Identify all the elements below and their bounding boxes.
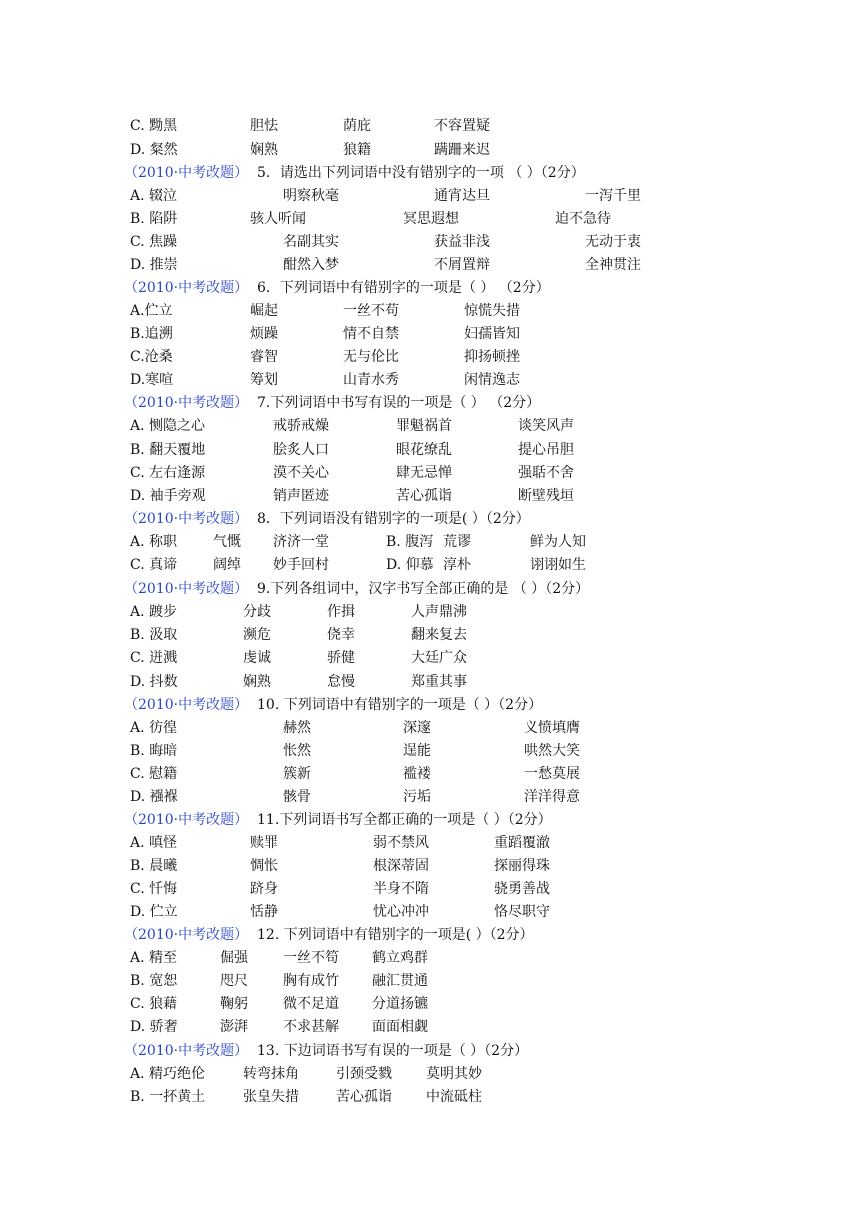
- option-word: 深邃: [403, 720, 431, 736]
- option-word: 迫不急待: [555, 211, 611, 227]
- option-word: 不屑置辩: [434, 257, 490, 273]
- option-label-word: B.追溯: [130, 326, 173, 342]
- option-word: 娴熟: [250, 142, 278, 158]
- option-word: 跻身: [250, 881, 278, 897]
- question-source-tag: （2010·中考改题）: [124, 812, 249, 828]
- option-word: 面面相觑: [372, 1019, 428, 1035]
- option-label-word: C. 真谛: [130, 557, 178, 573]
- option-word: 翻来复去: [411, 627, 467, 643]
- question-source-tag: （2010·中考改题）: [124, 927, 249, 943]
- option-word: 怠慢: [327, 674, 355, 690]
- option-word: 荒谬: [443, 534, 471, 550]
- option-label-word: B. 宽恕: [130, 973, 178, 989]
- option-word: 提心吊胆: [518, 442, 574, 458]
- option-word: 筹划: [250, 372, 278, 388]
- option-word: 酣然入梦: [283, 257, 339, 273]
- option-word: 冥思遐想: [403, 211, 459, 227]
- option-word: 忧心冲冲: [373, 904, 429, 920]
- option-word: 怅然: [283, 743, 311, 759]
- question-source-tag: （2010·中考改题）: [124, 280, 249, 296]
- question-stem: 12. 下列词语中有错别字的一项是( ）（2分）: [257, 927, 534, 943]
- option-word: 一丝不笱: [283, 950, 339, 966]
- question-source-tag: （2010·中考改题）: [124, 581, 249, 597]
- option-word: 诩诩如生: [530, 557, 586, 573]
- option-word: 济济一堂: [273, 534, 329, 550]
- option-word: 赎罪: [250, 835, 278, 851]
- option-word: 郑重其事: [411, 674, 467, 690]
- option-word: 半身不隋: [373, 881, 429, 897]
- option-label-word: B. 陷阱: [130, 211, 178, 227]
- option-word: 脍炙人口: [273, 442, 329, 458]
- option-word: 恪尽职守: [494, 904, 550, 920]
- option-word: 中流砥柱: [426, 1089, 482, 1105]
- option-word: 哄然大笑: [524, 743, 580, 759]
- question-source-tag: （2010·中考改题）: [124, 697, 249, 713]
- option-word: 强聒不舍: [518, 465, 574, 481]
- option-word: 明察秋毫: [283, 188, 339, 204]
- option-word: 肆无忌惮: [396, 465, 452, 481]
- option-word: 骸骨: [283, 789, 311, 805]
- option-label-word: D.寒喧: [130, 372, 174, 388]
- option-word: 弱不禁风: [373, 835, 429, 851]
- option-word: 获益非浅: [434, 234, 490, 250]
- option-word: 侥幸: [327, 627, 355, 643]
- option-word: 漠不关心: [273, 465, 329, 481]
- question-stem: 5．请选出下列词语中没有错别字的一项 （ ）（2分）: [257, 165, 585, 181]
- question-source-tag: （2010·中考改题）: [124, 511, 249, 527]
- option-word: 张皇失措: [243, 1089, 299, 1105]
- option-label-word: A. 精至: [130, 950, 178, 966]
- option-word: 无与伦比: [343, 349, 399, 365]
- option-word: 引颈受戮: [336, 1066, 392, 1082]
- option-word: 鹤立鸡群: [372, 950, 428, 966]
- option-word: 逞能: [403, 743, 431, 759]
- option-label-word: C. 忏悔: [130, 881, 178, 897]
- option-word: 一愁莫展: [524, 766, 580, 782]
- option-word: 狼籍: [343, 142, 371, 158]
- option-word: 赫然: [283, 720, 311, 736]
- option-word: 骁勇善战: [494, 881, 550, 897]
- option-word: 抑扬顿挫: [464, 349, 520, 365]
- option-label-word: D. 抖数: [130, 674, 178, 690]
- option-word: 气慨: [213, 534, 241, 550]
- option-word: 大廷广众: [411, 650, 467, 666]
- option-label-word: D. 襁褓: [130, 789, 178, 805]
- option-word: 烦躁: [250, 326, 278, 342]
- option-label-word: D. 推崇: [130, 257, 178, 273]
- option-word: 胸有成竹: [283, 973, 339, 989]
- option-word: 阔绰: [213, 557, 241, 573]
- option-word: 融汇贯通: [372, 973, 428, 989]
- question-stem: 8．下列词语没有错别字的一项是( ）（2分）: [257, 511, 530, 527]
- option-word: 濒危: [243, 627, 271, 643]
- option-word: 戒骄戒燥: [273, 418, 329, 434]
- option-label-word: A. 恻隐之心: [130, 418, 206, 434]
- option-word: 探丽得珠: [494, 858, 550, 874]
- option-word: 山青水秀: [343, 372, 399, 388]
- option-word: 闲情逸志: [464, 372, 520, 388]
- option-word: 作揖: [327, 604, 355, 620]
- option-word: 洋洋得意: [524, 789, 580, 805]
- option-word: 苦心孤诣: [336, 1089, 392, 1105]
- option-label-word: A. 彷徨: [130, 720, 178, 736]
- option-word: 莫明其妙: [426, 1066, 482, 1082]
- option-label-word: D. 袖手旁观: [130, 488, 206, 504]
- option-word: 根深蒂固: [373, 858, 429, 874]
- option-word: 微不足道: [283, 996, 339, 1012]
- option-word: 情不自禁: [343, 326, 399, 342]
- option-word: D. 仰慕: [386, 557, 434, 573]
- option-word: B. 腹泻: [386, 534, 434, 550]
- option-word: 分歧: [243, 604, 271, 620]
- option-word: 一丝不苟: [343, 303, 399, 319]
- option-word: 倔强: [220, 950, 248, 966]
- option-word: 蹒跚来迟: [434, 142, 490, 158]
- option-word: 污垢: [403, 789, 431, 805]
- option-label-word: C.沧桑: [130, 349, 173, 365]
- option-word: 转弯抹角: [243, 1066, 299, 1082]
- option-label-word: B. 汲取: [130, 627, 178, 643]
- option-label-word: C. 慰籍: [130, 766, 178, 782]
- question-stem: 7.下列词语中书写有误的一项是（ ） （2分）: [257, 395, 541, 411]
- option-word: 妇孺皆知: [464, 326, 520, 342]
- option-label-word: A. 踱步: [130, 604, 178, 620]
- option-word: 褴褛: [403, 766, 431, 782]
- option-word: 名副其实: [283, 234, 339, 250]
- question-stem: 9.下列各组词中，汉字书写全部正确的是 （ ）（2分）: [257, 581, 590, 597]
- option-word: 销声匿迹: [273, 488, 329, 504]
- option-word: 分道扬镳: [372, 996, 428, 1012]
- question-stem: 10. 下列词语中有错别字的一项是（ ）（2分）: [257, 697, 543, 713]
- question-stem: 11.下列词语书写全都正确的一项是（ ）（2分）: [257, 812, 552, 828]
- question-stem: 6．下列词语中有错别字的一项是（ ） （2分）: [257, 280, 550, 296]
- option-word: 义愤填膺: [524, 720, 580, 736]
- option-word: 娴熟: [243, 674, 271, 690]
- option-label-word: A. 辍泣: [130, 188, 178, 204]
- option-label-word: A.伫立: [130, 303, 173, 319]
- option-word: 不求甚解: [283, 1019, 339, 1035]
- option-label-word: C. 狼藉: [130, 996, 178, 1012]
- option-label-word: C. 焦躁: [130, 234, 178, 250]
- option-word: 惊慌失措: [464, 303, 520, 319]
- option-label-word: D. 粲然: [130, 142, 178, 158]
- option-word: 一泻千里: [585, 188, 641, 204]
- option-label-word: C. 迸溅: [130, 650, 178, 666]
- option-word: 罪魁祸首: [396, 418, 452, 434]
- option-word: 虔诚: [243, 650, 271, 666]
- option-word: 苦心孤诣: [396, 488, 452, 504]
- option-label-word: B. 晦暗: [130, 743, 178, 759]
- option-label-word: A. 称职: [130, 534, 178, 550]
- question-stem: 13. 下边词语书写有误的一项是（ ）（2分）: [257, 1043, 529, 1059]
- question-source-tag: （2010·中考改题）: [124, 395, 249, 411]
- option-label-word: B. 晨曦: [130, 858, 178, 874]
- option-word: 睿智: [250, 349, 278, 365]
- option-label-word: D. 骄奢: [130, 1019, 178, 1035]
- option-word: 通宵达旦: [434, 188, 490, 204]
- option-label-word: D. 伫立: [130, 904, 178, 920]
- option-word: 无动于衷: [585, 234, 641, 250]
- option-label-word: B. 翻天覆地: [130, 442, 206, 458]
- option-word: 崛起: [250, 303, 278, 319]
- option-word: 澎湃: [220, 1019, 248, 1035]
- option-word: 不容置疑: [434, 118, 490, 134]
- option-label-word: A. 嗔怪: [130, 835, 178, 851]
- option-word: 妙手回村: [273, 557, 329, 573]
- option-label-word: C. 黝黑: [130, 118, 178, 134]
- option-word: 鞠躬: [220, 996, 248, 1012]
- option-word: 骄健: [327, 650, 355, 666]
- option-word: 断壁残垣: [518, 488, 574, 504]
- option-word: 胆怯: [250, 118, 278, 134]
- question-source-tag: （2010·中考改题）: [124, 165, 249, 181]
- option-label-word: B. 一抔黄土: [130, 1089, 206, 1105]
- option-word: 人声鼎沸: [411, 604, 467, 620]
- option-word: 淳朴: [443, 557, 471, 573]
- option-word: 全神贯注: [585, 257, 641, 273]
- option-word: 谈笑风声: [518, 418, 574, 434]
- question-source-tag: （2010·中考改题）: [124, 1043, 249, 1059]
- option-label-word: A. 精巧绝伦: [130, 1066, 206, 1082]
- option-word: 骇人听闻: [250, 211, 306, 227]
- option-label-word: C. 左右逢源: [130, 465, 206, 481]
- option-word: 荫庇: [343, 118, 371, 134]
- option-word: 鲜为人知: [530, 534, 586, 550]
- option-word: 眼花缭乱: [396, 442, 452, 458]
- option-word: 恬静: [250, 904, 278, 920]
- option-word: 重蹈覆澈: [494, 835, 550, 851]
- option-word: 咫尺: [220, 973, 248, 989]
- option-word: 簇新: [283, 766, 311, 782]
- option-word: 惆怅: [250, 858, 278, 874]
